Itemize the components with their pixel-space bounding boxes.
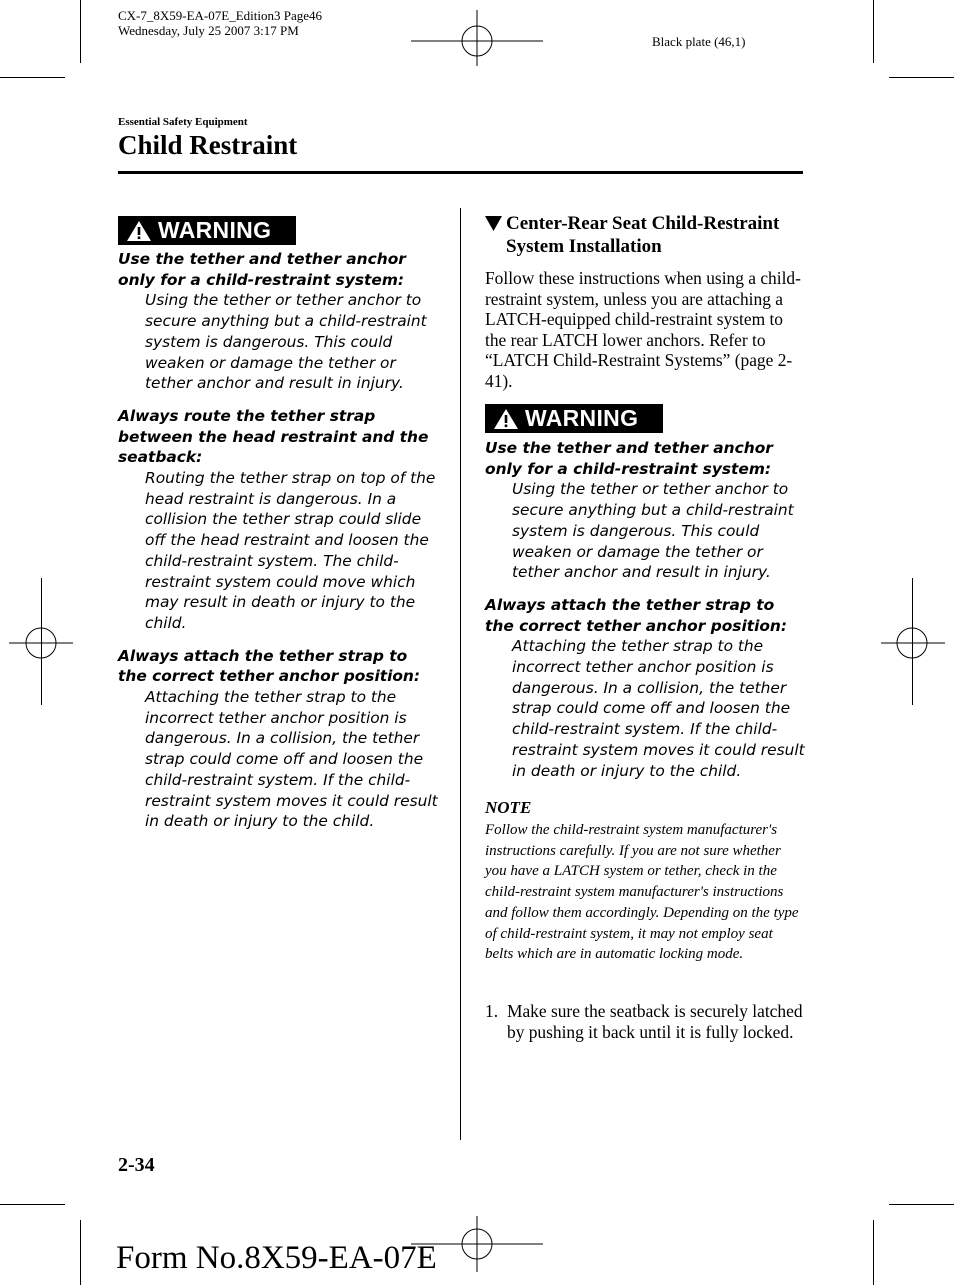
page-title: Child Restraint [118,130,298,160]
form-number: Form No.8X59-EA-07E [116,1240,437,1276]
warning-item [485,595,805,781]
print-file-line: CX-7_8X59-EA-07E_Edition3 Page46 [118,8,323,23]
warning-lead: Use the tether and tether anchor only for a child-restraint system: [485,439,773,478]
warning-body: Routing the tether strap on top of the head restraint is dangerous. In a collision the tether strap could slide off the head restraint and loosen the child-restraint system. The child-restraint system could move which may result in death or injury to the child. [145,469,436,632]
subsection-heading-text: Center-Rear Seat Child-Restraint System Installation [506,213,780,257]
warning-body: Using the tether or tether anchor to secure anything but a child-restraint system is dangerous. This could weaken or damage the tether or tether anchor and result in injury. [512,480,794,582]
warning-label: WARNING [158,217,272,243]
warning-list-right [485,438,805,793]
column-divider [460,208,461,1140]
step-number: 1. [485,1001,499,1021]
print-date-line: Wednesday, July 25 2007 3:17 PM [118,23,299,38]
warning-list-left [118,249,438,844]
intro-paragraph: Follow these instructions when using a child-restraint system, unless you are attaching a LATCH-equipped child-restraint system to the rear LATCH lower anchors. Refer to “LATCH Child-Restraint Systems” (page 2-41). [485,268,801,391]
registration-mark-top [411,10,543,66]
warning-lead: Use the tether and tether anchor only for a child-restraint system: [118,250,406,289]
warning-body: Attaching the tether strap to the incorrect tether anchor position is dangerous. In a collision, the tether strap could come off and loosen the child-restraint system. If the child-restraint system moves it could result in death or injury to the child. [512,637,805,780]
page-number: 2-34 [118,1154,155,1176]
subsection-heading [485,212,805,258]
warning-badge-right [485,404,663,433]
plate-label: Black plate (46,1) [652,34,746,49]
warning-item [485,438,805,583]
warning-icon [493,408,519,430]
note-heading: NOTE [485,798,532,817]
warning-item [118,249,438,394]
print-file-info [118,8,322,38]
warning-lead: Always attach the tether strap to the correct tether anchor position: [485,595,788,635]
step-text: Make sure the seatback is securely latched by pushing it back until it is fully locked. [507,1001,803,1042]
triangle-bullet-icon [485,216,502,231]
warning-icon [126,220,152,242]
warning-item [118,406,438,634]
note-body: Follow the child-restraint system manufacturer's instructions carefully. If you are not sure whether you have a LATCH system or tether, check in the child-restraint system manufacturer's instructions and follow them accordingly. Depending on the type of child-restraint system, it may not employ seat belts which are in automatic locking mode. [485,822,799,963]
warning-body: Attaching the tether strap to the incorrect tether anchor position is dangerous. In a collision, the tether strap could come off and loosen the child-restraint system. If the child-restraint system moves it could result in death or injury to the child. [145,688,438,831]
title-rule [118,171,803,174]
warning-badge-left [118,216,296,245]
section-label: Essential Safety Equipment [118,116,248,128]
warning-body: Using the tether or tether anchor to secure anything but a child-restraint system is dangerous. This could weaken or damage the tether or tether anchor and result in injury. [145,291,427,393]
registration-mark-left [9,612,73,674]
warning-label: WARNING [525,405,639,431]
warning-item [118,646,438,832]
warning-lead: Always route the tether strap between the head restraint and the seatback: [118,406,429,467]
list-item [485,1001,805,1043]
registration-mark-right [881,612,945,674]
warning-lead: Always attach the tether strap to the correct tether anchor position: [118,646,421,686]
